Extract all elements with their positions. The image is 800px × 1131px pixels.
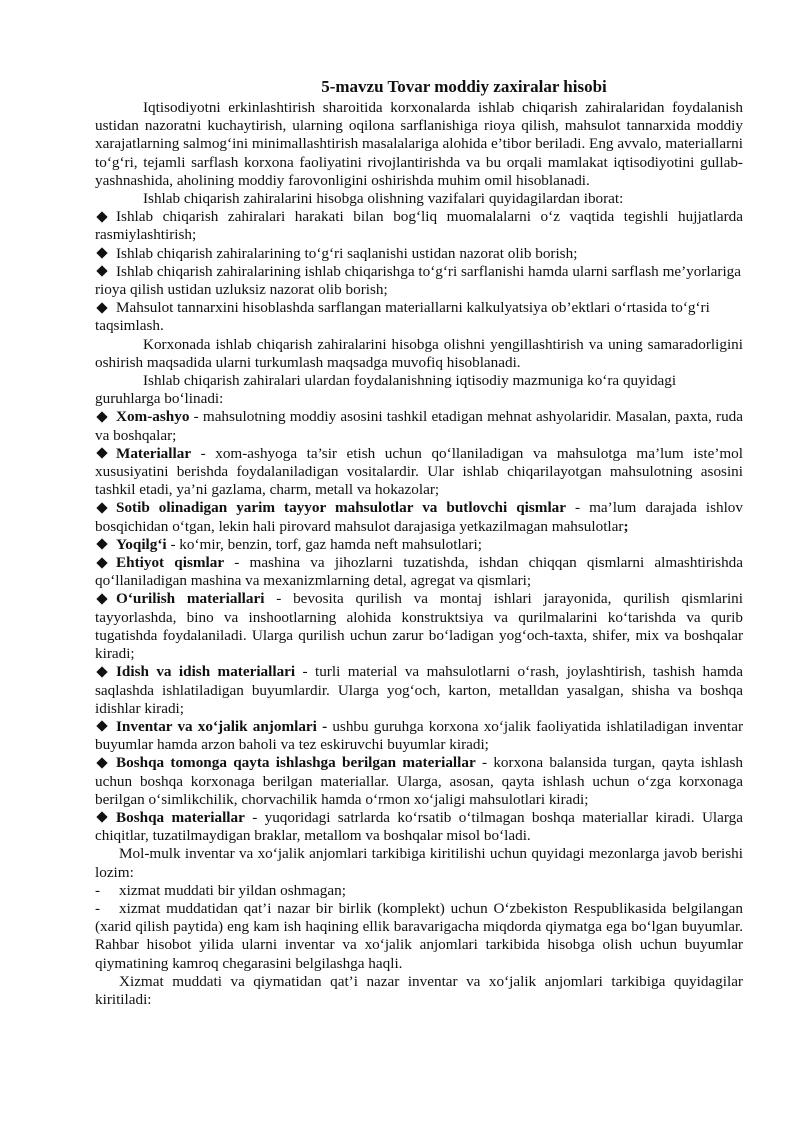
groups-list xyxy=(95,408,743,845)
list-item: Sotib olinadigan yarim tayyor mahsulotlar va butlovchi qismlar - ma’lum darajada ishlov bosqichidan o‘tgan, lekin hali pirovard mahsulot darajasiga yetkazilmagan mahsulotlar; xyxy=(95,499,743,535)
criteria-heading: Mol-mulk inventar va xo‘jalik anjomlari tarkibiga kiritilishi uchun quyidagi mezonlarga javob berishi lozim: xyxy=(95,845,743,881)
list-item: Idish va idish materiallari - turli material va mahsulotlarni o‘rash, joylashtirish, tashish hamda saqlashda ishlatiladigan buyumlardir. Ularga yog‘och, karton, metalldan yasalgan, shisha va boshqa idishlar kiradi; xyxy=(95,663,743,717)
list-item: - xizmat muddatidan qat’i nazar bir birlik (komplekt) uchun O‘zbekiston Respublikasida belgilangan (xarid qilish paytida) eng kam ish haqining ellik baravarigacha miqdorda qiymatga ega bo‘lgan buyumlar. Rahbar hisobot yilida ularni inventar va xo‘jalik anjomlari tarkibida hisobga olish uchun buyumlar qiymatining kamroq chegarasini belgilashga haqli. xyxy=(95,899,743,972)
groups-heading: Ishlab chiqarish zahiralari ulardan foydalanishning iqtisodiy mazmuniga ko‘ra quyidagi guruhlarga bo‘linadi: xyxy=(95,372,677,408)
diamond-bullet-icon xyxy=(96,448,107,459)
list-item: Ehtiyot qismlar - mashina va jihozlarni tuzatishda, ishdan chiqqan qismlarni almashtirishda qo‘llaniladigan mashina va mexanizmlarning detal, agregat va qismlari; xyxy=(95,554,743,590)
list-item: Ishlab chiqarish zahiralarining to‘g‘ri saqlanishi ustidan nazorat olib borish; xyxy=(95,245,743,263)
classify-paragraph: Korxonada ishlab chiqarish zahiralarini hisobga olishni yengillashtirish va uning samaradorligini oshirish maqsadida ularni turkumlash maqsadga muvofiq hisoblanadi. xyxy=(95,335,743,371)
diamond-bullet-icon xyxy=(96,247,107,258)
diamond-bullet-icon xyxy=(96,593,107,604)
diamond-bullet-icon xyxy=(96,721,107,732)
tasks-list xyxy=(95,208,743,335)
page-title: 5-mavzu Tovar moddiy zaxiralar hisobi xyxy=(321,77,607,96)
diamond-bullet-icon xyxy=(96,211,107,222)
list-item: O‘urilish materiallari - bevosita qurilish va montaj ishlari jarayonida, qurilish qismlarini tayyorlashda, bino va inshootlarning alohida konstruktsiya va qurilmalarini ko‘tarishda va qurib tugatishda foydalaniladi. Ularga qurilish uchun zarur bo‘ladigan yog‘och-taxta, shifer, mix va boshqalar kiradi; xyxy=(95,590,743,663)
criteria-list xyxy=(95,882,743,973)
diamond-bullet-icon xyxy=(96,666,107,677)
diamond-bullet-icon xyxy=(96,557,107,568)
intro-paragraph: Iqtisodiyotni erkinlashtirish sharoitida korxonalarda ishlab chiqarish zahiralaridan foydalanish ustidan nazoratni kuchaytirish, ularning oqilona sarflanishiga rioya qilish, mahsulot tannarxida moddiy xarajatlarning salmog‘ini minimallashtirish masalalariga alohida e’tibor beriladi. Eng avvalo, materiallarni to‘g‘ri, tejamli sarflash korxona faoliyatini rivojlantirishda va bu orqali mamlakat iqtisodiyotini gullab-yashnashida, aholining moddiy farovonligini oshirishda muhim omil hisoblanadi. xyxy=(95,99,743,189)
diamond-bullet-icon xyxy=(96,411,107,422)
list-item: Ishlab chiqarish zahiralarining ishlab chiqarishga to‘g‘ri sarflanishi hamda ularni sarflash me’yorlariga rioya qilish ustidan uzluksiz nazorat olib borish; xyxy=(95,262,742,299)
dash-bullet: - xyxy=(95,899,101,917)
diamond-bullet-icon xyxy=(96,757,107,768)
diamond-bullet-icon xyxy=(96,266,107,277)
document-page xyxy=(95,76,743,1009)
tasks-heading: Ishlab chiqarish zahiralarini hisobga olishning vazifalari quyidagilardan iborat: xyxy=(143,190,624,208)
diamond-bullet-icon xyxy=(96,502,107,513)
list-item: Yoqilg‘i - ko‘mir, benzin, torf, gaz hamda neft mahsulotlari; xyxy=(95,536,743,554)
diamond-bullet-icon xyxy=(96,539,107,550)
list-item: - xizmat muddati bir yildan oshmagan; xyxy=(95,881,346,899)
list-item: Boshqa tomonga qayta ishlashga berilgan materiallar - korxona balansida turgan, qayta ishlash uchun boshqa korxonaga berilgan materiallar. Ularga, asosan, qayta ishlash uchun o‘zga korxonaga berilgan o‘simlikchilik, chorvachilik hamda o‘rmon xo‘jaligi mahsulotlari kiradi; xyxy=(95,754,743,808)
diamond-bullet-icon xyxy=(96,812,107,823)
list-item: Ishlab chiqarish zahiralari harakati bilan bog‘liq muomalalarni o‘z vaqtida tegishli hujjatlarda rasmiylashtirish; xyxy=(95,208,743,244)
list-item: Mahsulot tannarxini hisoblashda sarflangan materiallarni kalkulyatsiya ob’ektlari o‘rtasida to‘g‘ri taqsimlash. xyxy=(95,299,710,335)
diamond-bullet-icon xyxy=(96,302,107,313)
list-item: Materiallar - xom-ashyoga ta’sir etish uchun qo‘llaniladigan va mahsulotga ma’lum iste’mol xususiyatini berishda foydalaniladigan vositalardir. Ular ishlab chiqarilayotgan mahsulotning asosini tashkil etadi, ya’ni gazlama, charm, metall va hokazolar; xyxy=(95,444,743,499)
final-paragraph: Xizmat muddati va qiymatidan qat’i nazar inventar va xo‘jalik anjomlari tarkibiga quyidagilar kiritiladi: xyxy=(95,972,743,1008)
list-item: Xom-ashyo - mahsulotning moddiy asosini tashkil etadigan mehnat ashyolaridir. Masalan, paxta, ruda va boshqalar; xyxy=(95,408,743,444)
list-item: Boshqa materiallar - yuqoridagi satrlarda ko‘rsatib o‘tilmagan boshqa materiallar kiradi. Ularga chiqitlar, tuzatilmaydigan braklar, metallom va boshqalar misol bo‘ladi. xyxy=(95,808,744,845)
dash-bullet: - xyxy=(95,881,101,899)
list-item: Inventar va xo‘jalik anjomlari - ushbu guruhga korxona xo‘jalik faoliyatida ishlatiladigan inventar buyumlar hamda arzon baholi va tez eskiruvchi buyumlar kiradi; xyxy=(95,717,743,754)
